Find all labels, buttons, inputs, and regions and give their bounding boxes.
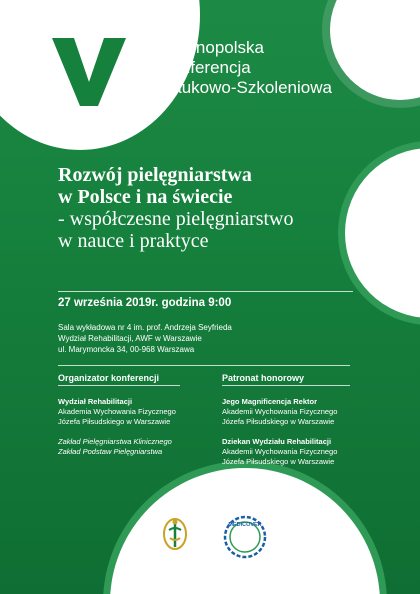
theme-line-4: w nauce i praktyce — [58, 230, 209, 252]
conference-title — [160, 38, 332, 98]
theme-line-2: w Polsce i na świecie — [58, 186, 233, 208]
patronage-column — [222, 373, 337, 467]
patron-2-line-1: Akademii Wychowania Fizycznego — [222, 447, 338, 456]
divider-top — [58, 291, 353, 292]
organizer-heading: Organizator konferencji — [58, 373, 160, 383]
medicover-logo-text: MEDICOVER — [228, 522, 262, 528]
patron-2-line-2: Józefa Piłsudskiego w Warszawie — [222, 457, 335, 466]
conference-theme — [58, 164, 293, 252]
title-line-3: Naukowo-Szkoleniowa — [160, 78, 332, 97]
organizer-unit-line-1: Akademia Wychowania Fizycznego — [58, 407, 176, 416]
divider-middle — [58, 365, 350, 366]
nursing-emblem-icon — [162, 516, 188, 552]
organizer-department-2: Zakład Podstaw Pielęgniarstwa — [58, 447, 163, 456]
patron-1-line-1: Akademii Wychowania Fizycznego — [222, 407, 338, 416]
venue-line-2: Wydział Rehabilitacji, AWF w Warszawie — [58, 334, 202, 343]
right-circle — [345, 148, 420, 318]
event-date: 27 września 2019r. godzina 9:00 — [58, 297, 232, 309]
medicover-ring-icon — [222, 514, 268, 560]
venue-line-3: ul. Marymoncka 34, 00-968 Warszawa — [58, 345, 195, 354]
organizer-department-1: Zakład Pielęgniarstwa Klinicznego — [58, 437, 172, 446]
patronage-heading: Patronat honorowy — [222, 373, 305, 383]
roman-numeral-v — [52, 38, 126, 106]
venue-block — [58, 322, 232, 355]
organizer-column — [58, 373, 176, 457]
theme-line-1: Rozwój pielęgniarstwa — [58, 164, 252, 186]
title-line-2: Konferencja — [160, 58, 251, 77]
patron-1-title: Jego Magnificencja Rektor — [222, 397, 318, 406]
venue-line-1: Sala wykładowa nr 4 im. prof. Andrzeja Seyfrieda — [58, 323, 232, 332]
patron-2-title: Dziekan Wydziału Rehabilitacji — [222, 437, 332, 446]
theme-line-3: - współczesne pielęgniarstwo — [58, 208, 294, 230]
top-right-circle — [330, 0, 420, 100]
patron-1-line-2: Józefa Piłsudskiego w Warszawie — [222, 417, 335, 426]
title-line-1: Ogólnopolska — [160, 38, 264, 57]
organizer-unit-line-2: Józefa Piłsudskiego w Warszawie — [58, 417, 171, 426]
organizer-unit-name: Wydział Rehabilitacji — [58, 397, 133, 406]
